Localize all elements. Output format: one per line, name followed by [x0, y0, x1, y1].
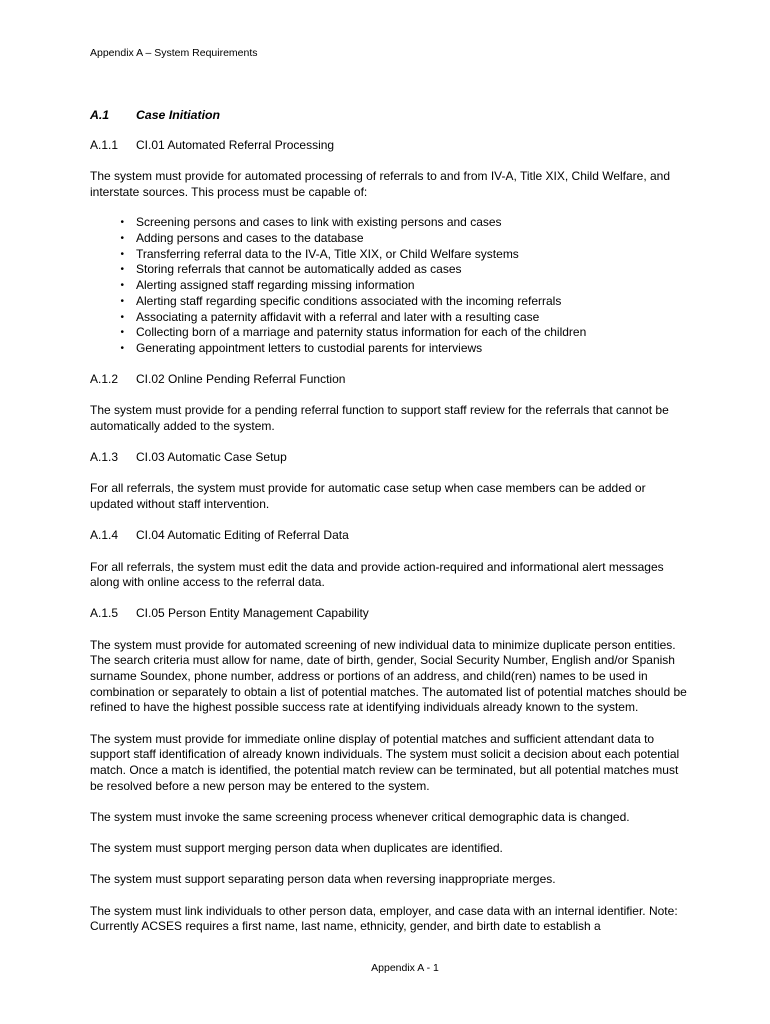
subsection-title: CI.05 Person Entity Management Capability	[136, 606, 369, 621]
list-item	[90, 215, 690, 231]
body-paragraph: The system must provide for a pending referral function to support staff review for the referrals that cannot be automatically added to the system.	[90, 403, 669, 434]
list-item-text: Collecting born of a marriage and paternity status information for each of the children	[136, 325, 587, 340]
body-paragraph: The system must provide for immediate online display of potential matches and sufficient attendant data to support staff identification of already known individuals. The system must solicit a decision about each potential match. Once a match is identified, the potential match review can be terminated, but all potential matches must be resolved before a new person may be entered to the system.	[90, 731, 680, 793]
body-paragraph: For all referrals, the system must edit the data and provide action-required and informational alert messages along with online access to the referral data.	[90, 559, 664, 590]
bullet-icon: •	[120, 280, 124, 292]
subsection-number: A.1.2	[90, 372, 119, 387]
section-title: Case Initiation	[136, 108, 221, 122]
list-item	[90, 294, 690, 310]
section-number: A.1	[90, 108, 110, 122]
subsection-heading	[90, 528, 690, 544]
body-paragraph: The system must provide for automated screening of new individual data to minimize duplicate person entities. The search criteria must allow for name, date of birth, gender, Social Security Number, English and/or Spanish surname Soundex, phone number, address or portions of an address, and child(ren) names to be used in combination or separately to obtain a list of potential matches. The automated list of potential matches should be refined to have the highest possible success rate at identifying individuals already known to the system.	[90, 637, 687, 715]
bullet-icon: •	[120, 233, 124, 245]
subsection-number: A.1.5	[90, 606, 119, 621]
subsection-number: A.1.4	[90, 528, 119, 543]
list-item	[90, 262, 690, 278]
bullet-icon: •	[120, 311, 124, 323]
body-paragraph: The system must support separating person data when reversing inappropriate merges.	[90, 872, 556, 887]
list-item-text: Alerting staff regarding specific conditions associated with the incoming referrals	[136, 293, 562, 308]
subsection-title: CI.03 Automatic Case Setup	[136, 450, 287, 465]
bullet-icon: •	[120, 217, 124, 229]
bullet-icon: •	[120, 264, 124, 276]
list-item	[90, 278, 690, 294]
list-item	[90, 247, 690, 263]
list-item-text: Generating appointment letters to custodial parents for interviews	[136, 340, 483, 355]
subsection-heading	[90, 372, 690, 388]
bullet-list	[90, 215, 690, 356]
bullet-icon: •	[120, 327, 124, 339]
list-item	[90, 325, 690, 341]
list-item	[90, 341, 690, 357]
section-heading	[90, 108, 690, 124]
list-item-text: Associating a paternity affidavit with a referral and later with a resulting case	[136, 309, 540, 324]
body-paragraph: The system must link individuals to other person data, employer, and case data with an internal identifier. Note: Currently ACSES requires a first name, last name, ethnicity, gender, and birth date to establish a	[90, 903, 678, 934]
subsection-title: CI.04 Automatic Editing of Referral Data	[136, 528, 349, 543]
document-body	[90, 108, 690, 951]
subsection-number: A.1.1	[90, 137, 119, 152]
list-item	[90, 310, 690, 326]
bullet-icon: •	[120, 295, 124, 307]
bullet-icon: •	[120, 342, 124, 354]
list-item-text: Adding persons and cases to the database	[136, 231, 364, 246]
body-paragraph: The system must support merging person data when duplicates are identified.	[90, 841, 503, 856]
subsection-title: CI.02 Online Pending Referral Function	[136, 372, 346, 387]
body-paragraph: The system must invoke the same screening process whenever critical demographic data is changed.	[90, 810, 630, 824]
body-paragraph: For all referrals, the system must provide for automatic case setup when case members can be added or updated without staff intervention.	[90, 481, 646, 512]
subsection-heading	[90, 138, 690, 154]
bullet-icon: •	[120, 248, 124, 260]
subsection-heading	[90, 450, 690, 466]
subsection-heading	[90, 606, 690, 622]
list-item-text: Alerting assigned staff regarding missing information	[136, 278, 415, 293]
list-item-text: Storing referrals that cannot be automatically added as cases	[136, 262, 462, 277]
list-item-text: Screening persons and cases to link with existing persons and cases	[136, 215, 502, 230]
page-footer: Appendix A - 1	[371, 962, 439, 974]
list-item-text: Transferring referral data to the IV-A, Title XIX, or Child Welfare systems	[136, 246, 519, 261]
body-paragraph: The system must provide for automated processing of referrals to and from IV-A, Title XIX, Child Welfare, and interstate sources. This process must be capable of:	[90, 168, 671, 199]
subsection-number: A.1.3	[90, 450, 119, 465]
list-item	[90, 231, 690, 247]
page-header: Appendix A – System Requirements	[90, 47, 258, 59]
subsection-list	[90, 138, 690, 935]
subsection-title: CI.01 Automated Referral Processing	[136, 137, 335, 152]
